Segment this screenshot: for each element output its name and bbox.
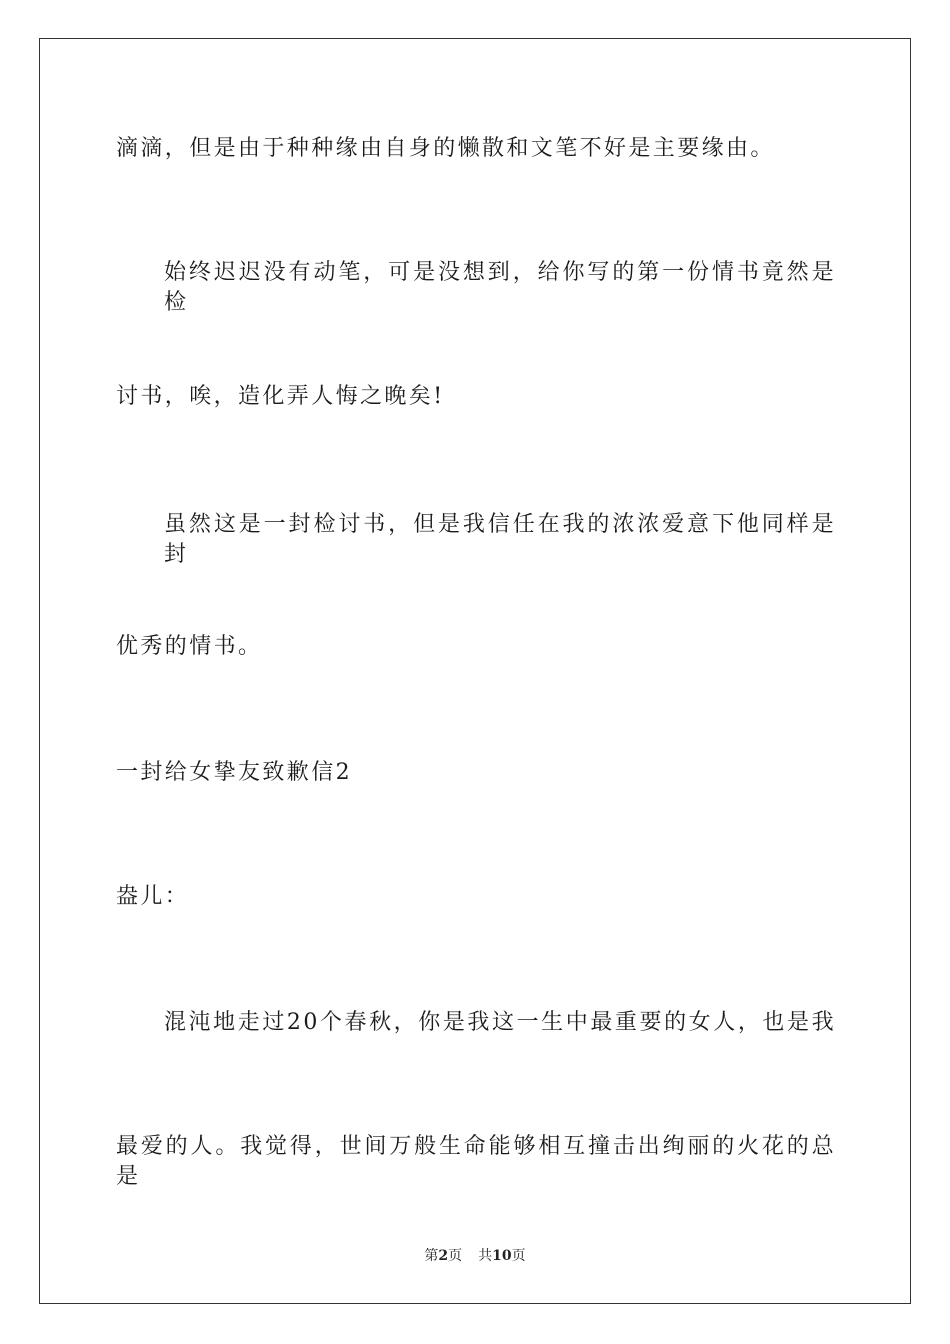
- text-line-1: 滴滴，但是由于种种缘由自身的懒散和文笔不好是主要缘由。: [116, 136, 775, 161]
- footer-total-number: 10: [492, 1248, 512, 1264]
- text-line-6: 混沌地走过20个春秋，你是我这一生中最重要的女人，也是我: [164, 1010, 836, 1035]
- page-border: [39, 38, 911, 1304]
- footer-page-suffix: 页: [448, 1248, 463, 1264]
- text-line-7: 最爱的人。我觉得，世间万般生命能够相互撞击出绚丽的火花的总是: [116, 1134, 836, 1189]
- footer-total-suffix: 页: [511, 1248, 526, 1264]
- footer-page-prefix: 第: [424, 1248, 439, 1264]
- section-heading: 一封给女挚友致歉信2: [116, 760, 352, 785]
- text-line-2: 始终迟迟没有动笔，可是没想到，给你写的第一份情书竟然是检: [164, 260, 836, 315]
- text-line-5: 优秀的情书。: [116, 634, 263, 659]
- text-line-3: 讨书，唉，造化弄人悔之晚矣!: [116, 384, 445, 409]
- footer-total-prefix: 共: [478, 1248, 493, 1264]
- text-line-4: 虽然这是一封检讨书，但是我信任在我的浓浓爱意下他同样是封: [164, 512, 836, 567]
- footer-page-number: 2: [438, 1248, 449, 1264]
- salutation: 盎儿：: [116, 884, 190, 909]
- page-footer: [0, 1246, 950, 1266]
